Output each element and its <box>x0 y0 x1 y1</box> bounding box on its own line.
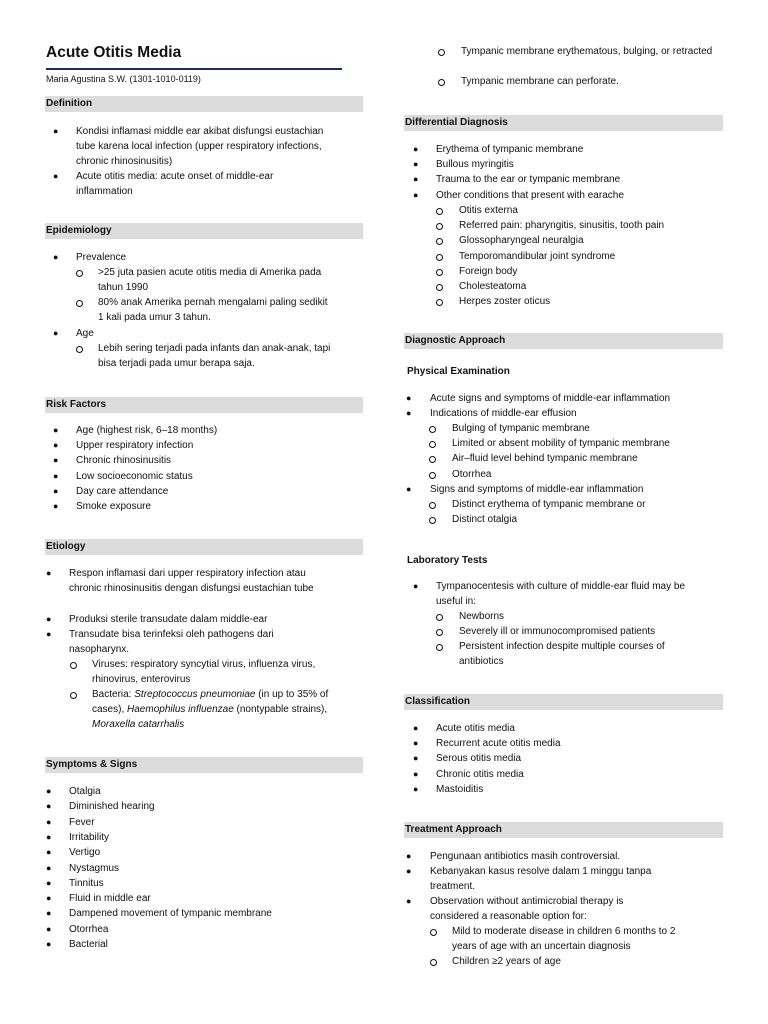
bacteria-name: Haemophilus influenzae <box>127 704 234 715</box>
circle-bullet-icon <box>430 929 437 936</box>
bullet-icon: ● <box>53 425 59 435</box>
physical-exam-item: Acute signs and symptoms of middle-ear inflammation <box>430 393 671 404</box>
differential-subitem: Referred pain: pharyngitis, sinusitis, tooth pain <box>459 220 665 232</box>
physical-exam-subitem: Bulging of tympanic membrane <box>452 423 590 434</box>
section-heading-classification: Classification <box>404 694 723 710</box>
section-heading-symptoms: Symptoms & Signs <box>45 757 363 773</box>
symptom-item: Fluid in middle ear <box>69 893 151 905</box>
symptom-item: Vertigo <box>69 847 101 859</box>
differential-item: Other conditions that present with earache <box>436 189 624 201</box>
section-heading-risk-factors: Risk Factors <box>45 397 363 413</box>
classification-item: Recurrent acute otitis media <box>436 738 561 750</box>
bullet-icon: ● <box>46 893 52 904</box>
physical-exam-subitem: Limited or absent mobility of tympanic membrane <box>452 438 670 450</box>
bullet-icon: ● <box>53 126 59 136</box>
section-heading-diagnostic: Diagnostic Approach <box>404 333 723 349</box>
risk-factor-item: Chronic rhinosinusitis <box>76 455 172 467</box>
circle-bullet-icon <box>436 254 443 261</box>
bullet-icon: ● <box>413 189 419 200</box>
differential-subitem: Glossopharyngeal neuralgia <box>459 235 584 247</box>
etiology-item: Produksi sterile transudate dalam middle-ear <box>69 614 268 625</box>
etiology-item: Respon inflamasi dari upper respiratory infection atau chronic rhinosinusitis dengan disfungsi eustachian tube <box>69 568 314 594</box>
classification-item: Acute otitis media <box>436 723 515 734</box>
circle-bullet-icon <box>436 299 443 306</box>
bullet-icon: ● <box>46 831 52 842</box>
bullet-icon: ● <box>413 144 419 154</box>
classification-item: Chronic otitis media <box>436 768 524 780</box>
symptom-subitem: Tympanic membrane can perforate. <box>461 76 619 87</box>
epidemiology-item: Age <box>76 328 94 339</box>
bullet-icon: ● <box>413 174 419 185</box>
physical-exam-subitem: Distinct otalgia <box>452 514 518 526</box>
bullet-icon: ● <box>406 484 412 494</box>
bullet-icon: ● <box>46 801 52 812</box>
circle-bullet-icon <box>429 456 436 463</box>
symptom-item: Otalgia <box>69 786 101 797</box>
risk-factor-item: Smoke exposure <box>76 501 152 512</box>
symptom-subitem: Tympanic membrane erythematous, bulging, or retracted <box>461 46 713 57</box>
bacteria-name: Streptococcus pneumoniae <box>134 689 256 700</box>
bullet-icon: ● <box>53 440 59 451</box>
section-heading-definition: Definition <box>45 96 363 112</box>
differential-subitem: Cholesteatoma <box>459 281 527 292</box>
epidemiology-subitem: 80% anak Amerika pernah mengalami paling sedikit 1 kali pada umur 3 tahun. <box>98 297 328 323</box>
bullet-icon: ● <box>406 393 412 403</box>
bacteria-note: (nontypable strains), <box>233 704 328 715</box>
bullet-icon: ● <box>46 816 52 827</box>
symptom-item: Nystagmus <box>69 862 120 874</box>
differential-subitem: Herpes zoster oticus <box>459 296 551 308</box>
treatment-subitem: Mild to moderate disease in children 6 months to 2 years of age with an uncertain diagnosis <box>452 926 676 952</box>
etiology-viruses: Viruses: respiratory syncytial virus, influenza virus, rhinovirus, enterovirus <box>92 659 316 685</box>
bullet-icon: ● <box>46 908 52 919</box>
treatment-item: Observation without antimicrobial therapy is considered a reasonable option for: <box>430 896 624 922</box>
bullet-icon: ● <box>53 252 59 262</box>
bacteria-label: Bacteria: <box>92 689 135 700</box>
subheading-lab-tests: Laboratory Tests <box>407 555 488 566</box>
bullet-icon: ● <box>53 501 59 511</box>
physical-exam-item: Indications of middle-ear effusion <box>430 408 577 419</box>
lab-test-subitem: Newborns <box>459 611 505 622</box>
bullet-icon: ● <box>53 171 59 181</box>
circle-bullet-icon <box>438 49 445 56</box>
symptom-item: Fever <box>69 816 95 828</box>
circle-bullet-icon <box>436 208 443 215</box>
subheading-physical-exam: Physical Examination <box>407 366 510 377</box>
differential-subitem: Foreign body <box>459 265 518 277</box>
risk-factor-item: Age (highest risk, 6–18 months) <box>76 425 218 436</box>
bullet-icon: ● <box>46 629 52 639</box>
bullet-icon: ● <box>406 851 412 861</box>
risk-factor-item: Day care attendance <box>76 485 169 497</box>
circle-bullet-icon <box>436 629 443 636</box>
circle-bullet-icon <box>429 441 436 448</box>
bullet-icon: ● <box>46 862 52 873</box>
lab-test-subitem: Persistent infection despite multiple courses of antibiotics <box>459 641 665 667</box>
treatment-subitem: Children ≥2 years of age <box>452 956 561 967</box>
definition-item: Kondisi inflamasi middle ear akibat disfungsi eustachian tube karena local infection (upper respiratory infections, chronic rhinosinusitis) <box>76 126 324 167</box>
bacteria-name: Moraxella catarrhalis <box>92 719 185 730</box>
bullet-icon: ● <box>413 738 419 749</box>
circle-bullet-icon <box>436 238 443 245</box>
circle-bullet-icon <box>429 426 436 433</box>
bullet-icon: ● <box>46 877 52 888</box>
circle-bullet-icon <box>429 502 436 509</box>
bullet-icon: ● <box>413 159 419 170</box>
physical-exam-subitem: Air–fluid level behind tympanic membrane <box>452 453 638 465</box>
epidemiology-item: Prevalence <box>76 252 127 263</box>
circle-bullet-icon <box>70 662 77 669</box>
circle-bullet-icon <box>436 284 443 291</box>
circle-bullet-icon <box>76 346 83 353</box>
section-heading-etiology: Etiology <box>45 539 363 555</box>
bullet-icon: ● <box>413 768 419 779</box>
circle-bullet-icon <box>70 692 77 699</box>
circle-bullet-icon <box>430 959 437 966</box>
bullet-icon: ● <box>53 455 59 466</box>
bullet-icon: ● <box>46 568 52 578</box>
epidemiology-subitem: Lebih sering terjadi pada infants dan anak-anak, tapi bisa terjadi pada umur berapa saja. <box>98 343 331 369</box>
bullet-icon: ● <box>413 581 419 591</box>
symptom-item: Tinnitus <box>69 877 104 889</box>
differential-item: Trauma to the ear or tympanic membrane <box>436 174 621 186</box>
treatment-item: Pengunaan antibiotics masih controversial. <box>430 851 621 862</box>
section-heading-differential: Differential Diagnosis <box>404 115 723 131</box>
differential-subitem: Temporomandibular joint syndrome <box>459 250 616 262</box>
author-line: Maria Agustina S.W. (1301-1010-0119) <box>46 74 201 84</box>
bullet-icon: ● <box>53 485 59 496</box>
circle-bullet-icon <box>438 79 445 86</box>
bullet-icon: ● <box>46 923 52 934</box>
section-heading-treatment: Treatment Approach <box>404 822 723 838</box>
circle-bullet-icon <box>429 472 436 479</box>
lab-test-subitem: Severely ill or immunocompromised patients <box>459 626 656 637</box>
treatment-item: Kebanyakan kasus resolve dalam 1 minggu tanpa treatment. <box>430 866 652 892</box>
section-heading-epidemiology: Epidemiology <box>45 223 363 239</box>
epidemiology-subitem: >25 juta pasien acute otitis media di Amerika pada tahun 1990 <box>98 267 322 293</box>
bullet-icon: ● <box>406 896 412 906</box>
circle-bullet-icon <box>436 614 443 621</box>
lab-test-item: Tympanocentesis with culture of middle-ear fluid may be useful in: <box>436 581 686 607</box>
bullet-icon: ● <box>406 408 412 418</box>
symptom-item: Irritability <box>69 831 110 843</box>
bacteria-note: (in up to 35% of cases), <box>92 689 329 715</box>
circle-bullet-icon <box>429 517 436 524</box>
classification-item: Mastoiditis <box>436 783 484 795</box>
classification-item: Serous otitis media <box>436 753 522 765</box>
symptom-item: Otorrhea <box>69 923 109 935</box>
etiology-bacteria <box>92 687 342 732</box>
bullet-icon: ● <box>413 723 419 733</box>
bullet-icon: ● <box>53 328 59 338</box>
symptom-item: Bacterial <box>69 939 108 950</box>
title-underline <box>46 68 342 70</box>
bullet-icon: ● <box>46 847 52 858</box>
differential-subitem: Otitis externa <box>459 205 518 216</box>
differential-item: Erythema of tympanic membrane <box>436 144 584 155</box>
definition-item: Acute otitis media: acute onset of middle-ear inflammation <box>76 171 274 197</box>
bullet-icon: ● <box>406 866 412 876</box>
symptom-item: Dampened movement of tympanic membrane <box>69 908 272 920</box>
circle-bullet-icon <box>76 270 83 277</box>
circle-bullet-icon <box>76 300 83 307</box>
circle-bullet-icon <box>436 269 443 276</box>
bullet-icon: ● <box>53 470 59 481</box>
bullet-icon: ● <box>413 753 419 764</box>
bullet-icon: ● <box>46 786 52 796</box>
differential-item: Bullous myringitis <box>436 159 514 171</box>
circle-bullet-icon <box>436 644 443 651</box>
risk-factor-item: Upper respiratory infection <box>76 440 194 452</box>
symptom-item: Diminished hearing <box>69 801 155 813</box>
physical-exam-subitem: Otorrhea <box>452 468 492 480</box>
bullet-icon: ● <box>46 614 52 624</box>
circle-bullet-icon <box>436 223 443 230</box>
etiology-item: Transudate bisa terinfeksi oleh pathogens dari nasopharynx. <box>69 629 274 655</box>
bullet-icon: ● <box>413 783 419 794</box>
physical-exam-item: Signs and symptoms of middle-ear inflammation <box>430 484 644 495</box>
document-title: Acute Otitis Media <box>46 44 182 61</box>
physical-exam-subitem: Distinct erythema of tympanic membrane or <box>452 499 646 510</box>
bullet-icon: ● <box>46 939 52 949</box>
risk-factor-item: Low socioeconomic status <box>76 470 193 482</box>
